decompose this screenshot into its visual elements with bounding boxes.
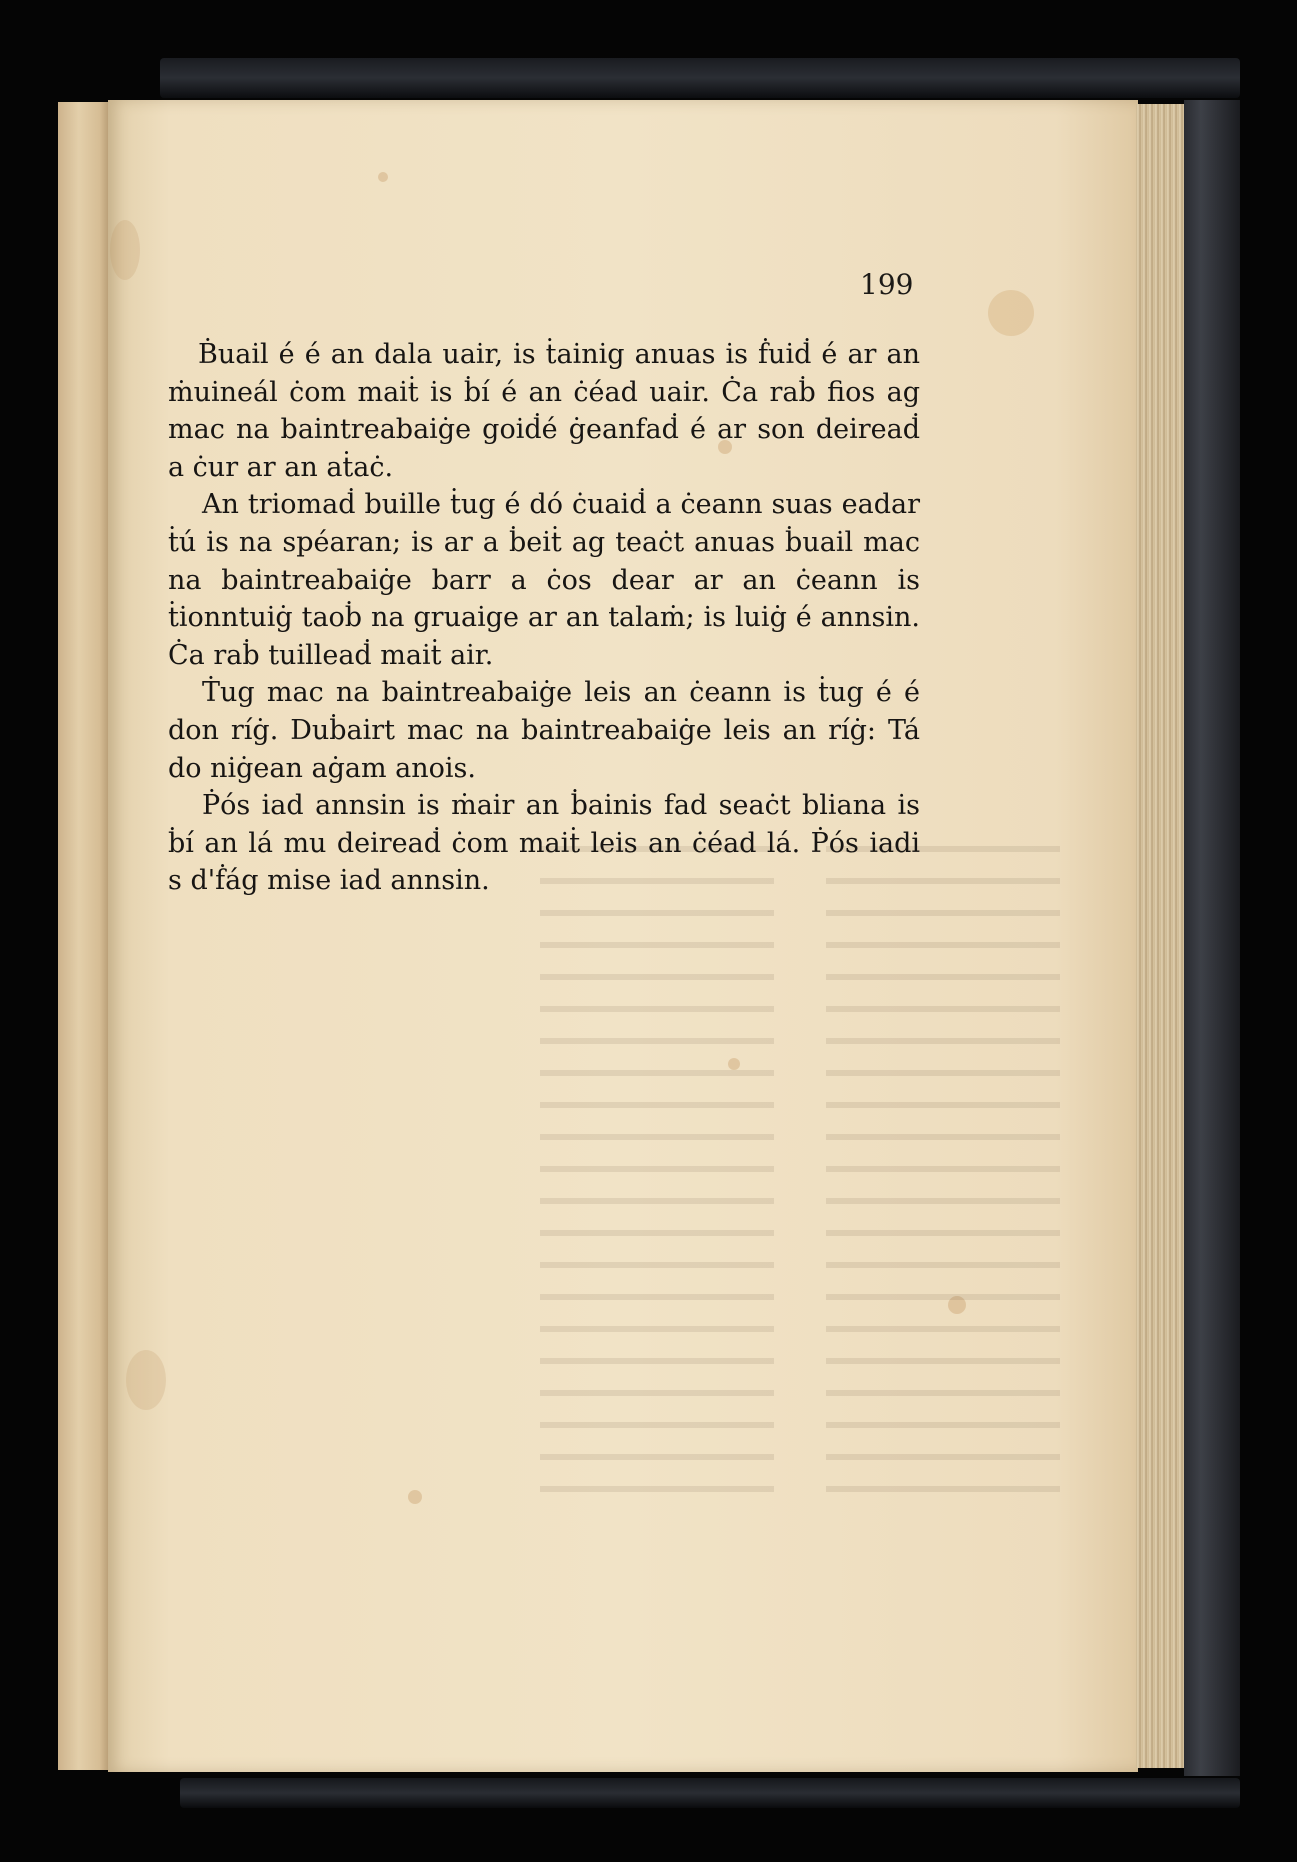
page-number: 199	[860, 268, 914, 301]
body-text	[168, 336, 920, 900]
back-cover	[1184, 100, 1240, 1776]
paragraph: Ṫug mac na baintreabaiġe leis an ċeann is ṫug é é don ríġ. Duḃairt mac na baintreabaiġe leis an ríġ: Tá do niġean aġam anois.	[168, 677, 920, 784]
book-spine-gutter	[58, 102, 110, 1770]
foxing-spot	[408, 1490, 422, 1504]
foxing-spot	[988, 290, 1034, 336]
paragraph: Ṗós iad annsin is ṁair an ḃainis fad seaċt bliana is ḃí an lá mu deireaḋ ċom maiṫ leis an ċéad lá. Ṗós iadi s d'ḟág mise iad annsin.	[168, 790, 920, 897]
foxing-spot	[126, 1350, 166, 1410]
paragraph: An triomaḋ buille ṫug é dó ċuaiḋ a ċeann suas eadar ṫú is na spéaran; is ar a ḃeiṫ ag teaċt anuas ḃuail mac na baintreabaiġe barr a ċos dear ar an ċeann is ṫionntuiġ taoḃ na gruaige ar an talaṁ; is luiġ é annsin. Ċa raḃ tuilleaḋ maiṫ air.	[168, 489, 920, 671]
page-block-edges	[1136, 104, 1184, 1768]
paragraph: Ḃuail é é an dala uair, is ṫainig anuas is ḟuiḋ é ar an ṁuineál ċom maiṫ is ḃí é an ċéad uair. Ċa raḃ fios ag mac na baintreabaiġe goiḋé ġeanfaḋ é ar son deireaḋ a ċur ar an aṫaċ.	[168, 339, 920, 483]
show-through-text	[540, 820, 1060, 1500]
sleeve-top-edge	[160, 58, 1240, 98]
foxing-spot	[378, 172, 388, 182]
foxing-spot	[110, 220, 140, 280]
sleeve-bottom-edge	[180, 1778, 1240, 1808]
